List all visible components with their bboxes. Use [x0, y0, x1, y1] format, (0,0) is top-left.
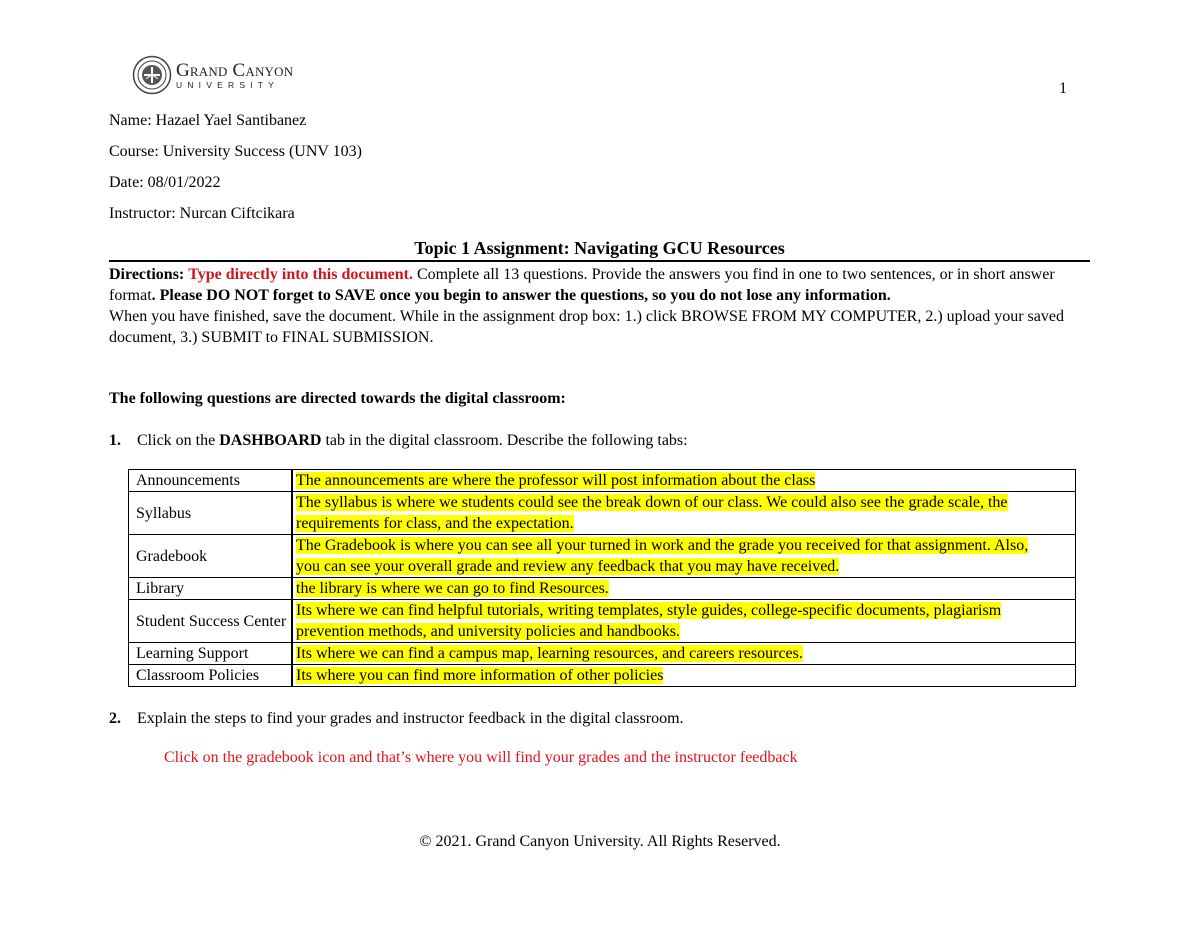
- gcu-logo: [132, 55, 293, 95]
- tab-description: [292, 665, 1076, 687]
- tab-description-text: The syllabus is where we students could see the break down of our class. We could also see the grade scale, the requirements for class, and the expectation.: [296, 494, 1008, 532]
- question-2-text: Explain the steps to find your grades and instructor feedback in the digital classroom.: [137, 710, 684, 727]
- question-1-bold: DASHBOARD: [219, 432, 322, 449]
- table-row: [129, 643, 1076, 665]
- directions-label: Directions:: [109, 266, 185, 283]
- tab-description-text: Its where we can find helpful tutorials, writing templates, style guides, college-specific documents, plagiarism prevention methods, and university policies and handbooks.: [296, 602, 1002, 640]
- section-heading: The following questions are directed towards the digital classroom:: [109, 390, 566, 407]
- tab-description-text: The Gradebook is where you can see all your turned in work and the grade you received for that assignment. Also, you can see your overall grade and review any feedback that you may have received.: [296, 537, 1029, 575]
- question-1-post: tab in the digital classroom. Describe the following tabs:: [321, 432, 688, 449]
- tab-description: [292, 492, 1076, 535]
- table-row: [129, 600, 1076, 643]
- directions: [109, 264, 1094, 348]
- table-row: [129, 470, 1076, 492]
- tab-label: Syllabus: [129, 492, 293, 535]
- student-name: Name: Hazael Yael Santibanez: [109, 112, 307, 129]
- question-1-pre: Click on the: [137, 432, 220, 449]
- course-line: Course: University Success (UNV 103): [109, 143, 363, 160]
- page-number: 1: [1059, 80, 1067, 97]
- directions-save-warning: . Please DO NOT forget to SAVE once you begin to answer the questions, so you do not lose any information.: [151, 287, 891, 304]
- directions-submit-steps: When you have finished, save the document. While in the assignment drop box: 1.) click BROWSE FROM MY COMPUTER, 2.) upload your saved document, 3.) SUBMIT to FINAL SUBMISSION.: [109, 308, 1064, 346]
- instructor-line: Instructor: Nurcan Ciftcikara: [109, 205, 295, 222]
- assignment-title: Topic 1 Assignment: Navigating GCU Resources: [109, 238, 1090, 262]
- table-row: [129, 492, 1076, 535]
- question-1: [109, 432, 688, 450]
- tab-description: [292, 578, 1076, 600]
- tab-label: Learning Support: [129, 643, 293, 665]
- tab-description-text: the library is where we can go to find Resources.: [296, 580, 609, 597]
- tab-label: Gradebook: [129, 535, 293, 578]
- question-2-number: 2.: [109, 710, 121, 727]
- tab-description: [292, 470, 1076, 492]
- logo-subtitle: UNIVERSITY: [176, 79, 280, 90]
- question-1-number: 1.: [109, 432, 121, 449]
- tab-label: Library: [129, 578, 293, 600]
- tab-description: [292, 643, 1076, 665]
- question-2-answer: Click on the gradebook icon and that’s where you will find your grades and the instructor feedback: [164, 749, 798, 766]
- tab-description-text: Its where you can find more information of other policies: [296, 667, 664, 684]
- copyright-footer: © 2021. Grand Canyon University. All Rights Reserved.: [419, 833, 781, 850]
- table-row: [129, 578, 1076, 600]
- directions-text: Complete all 13 questions. Provide the answers you find in one to two sentences, or in short answer format: [109, 266, 1055, 304]
- logo-name: Grand Canyon: [176, 59, 294, 81]
- table-row: [129, 665, 1076, 687]
- directions-red-text: Type directly into this document.: [188, 266, 413, 283]
- gcu-seal-icon: [132, 55, 172, 95]
- tab-description-text: Its where we can find a campus map, learning resources, and careers resources.: [296, 645, 803, 662]
- question-2: [109, 710, 684, 728]
- date-line: Date: 08/01/2022: [109, 174, 221, 191]
- tab-label: Classroom Policies: [129, 665, 293, 687]
- tab-description-text: The announcements are where the professor will post information about the class: [296, 472, 816, 489]
- tabs-table: [128, 469, 1076, 687]
- tab-label: Announcements: [129, 470, 293, 492]
- tab-label: Student Success Center: [129, 600, 293, 643]
- table-row: [129, 535, 1076, 578]
- tab-description: [292, 600, 1076, 643]
- tab-description: [292, 535, 1076, 578]
